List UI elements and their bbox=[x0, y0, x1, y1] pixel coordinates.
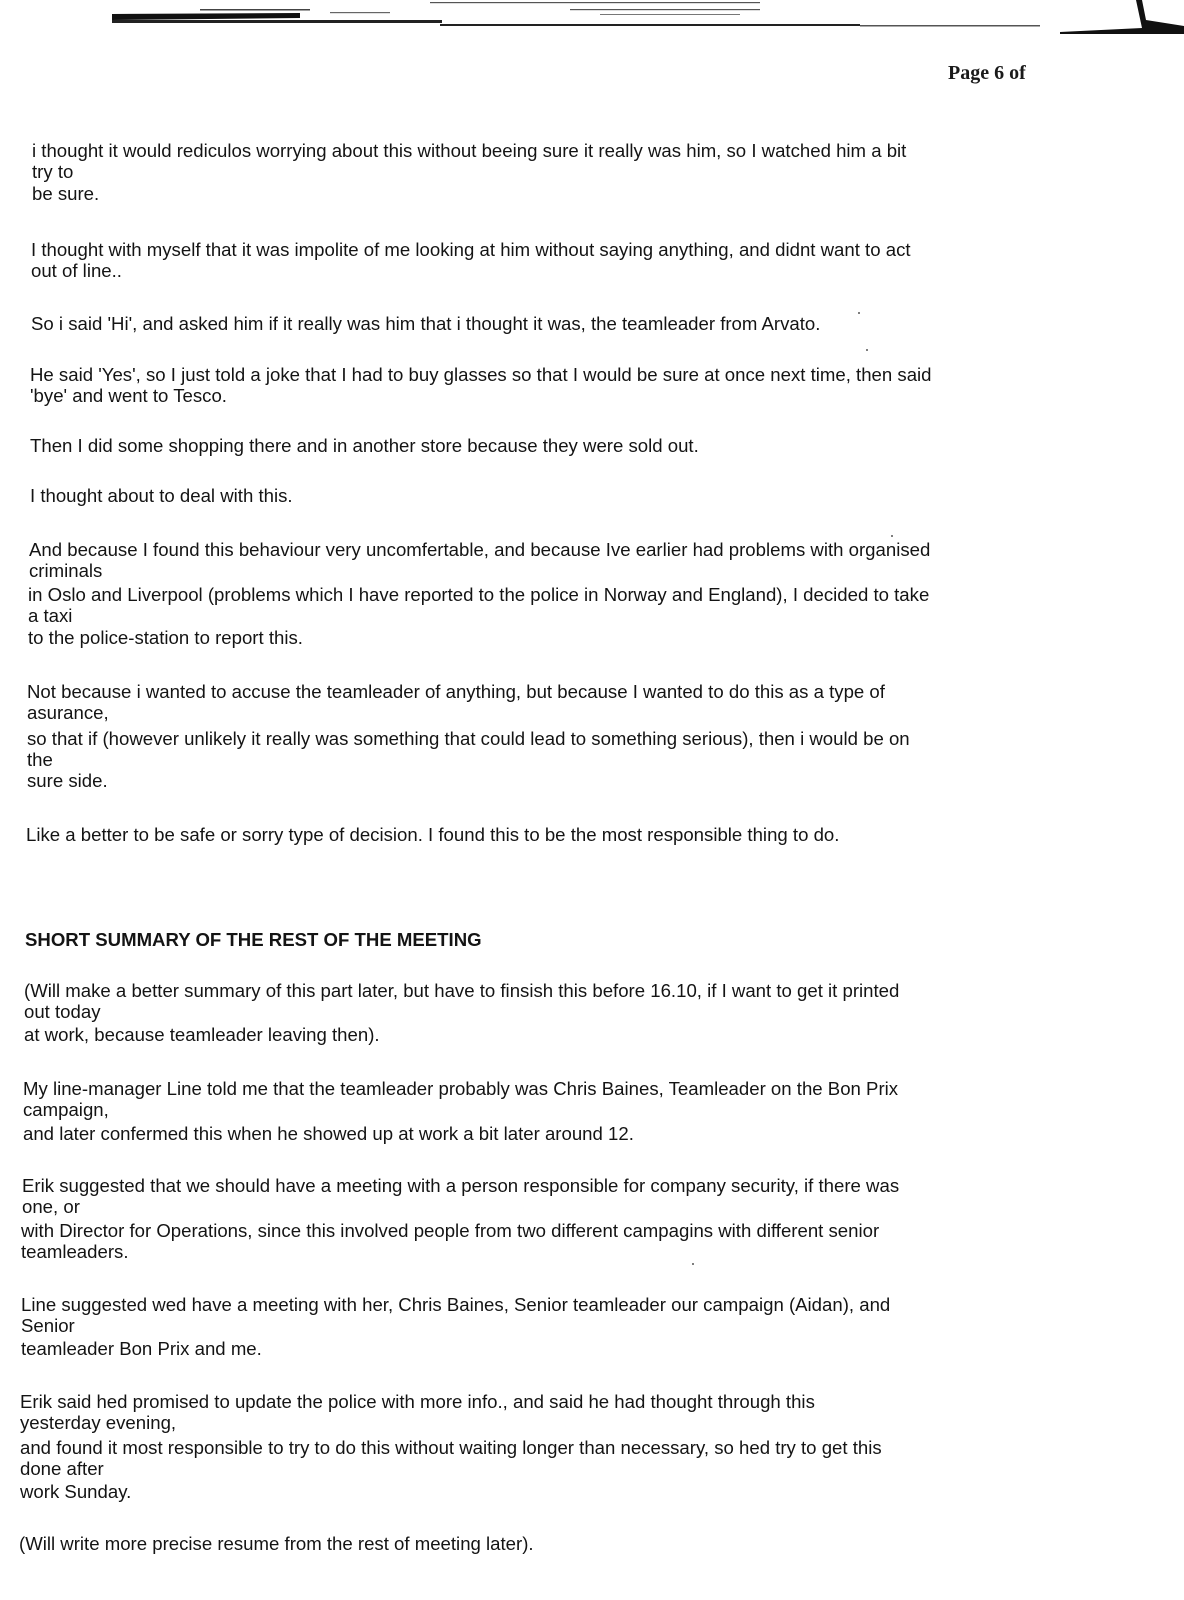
text-line: and later confermed this when he showed up at work a bit later around 12. bbox=[23, 1123, 634, 1144]
text-line: out today bbox=[24, 1001, 101, 1022]
scan-speck bbox=[891, 535, 893, 537]
text-line: teamleaders. bbox=[21, 1241, 129, 1262]
text-line: 'bye' and went to Tesco. bbox=[30, 385, 227, 406]
text-line: a taxi bbox=[28, 605, 73, 626]
text-line: sure side. bbox=[27, 770, 108, 791]
scan-speck bbox=[858, 312, 860, 314]
text-line: My line-manager Line told me that the teamleader probably was Chris Baines, Teamleader on the Bon Prix bbox=[23, 1078, 899, 1099]
text-line: teamleader Bon Prix and me. bbox=[21, 1338, 262, 1359]
text-line: yesterday evening, bbox=[20, 1412, 177, 1433]
text-line: (Will make a better summary of this part later, but have to finsish this before 16.10, if I want to get it printed bbox=[24, 980, 900, 1001]
scan-speck bbox=[692, 1263, 694, 1265]
text-line: (Will write more precise resume from the rest of meeting later). bbox=[19, 1533, 534, 1554]
text-line: i thought it would rediculos worrying about this without beeing sure it really was him, so I watched him a bit bbox=[32, 140, 907, 161]
text-line: Like a better to be safe or sorry type of decision. I found this to be the most responsible thing to do. bbox=[26, 824, 840, 845]
text-line: to the police-station to report this. bbox=[28, 627, 303, 648]
scan-speck bbox=[866, 349, 868, 351]
text-line: one, or bbox=[22, 1196, 80, 1217]
text-line: and found it most responsible to try to do this without waiting longer than necessary, so hed try to get this bbox=[20, 1437, 882, 1458]
text-line: Line suggested wed have a meeting with her, Chris Baines, Senior teamleader our campaign (Aidan), and bbox=[21, 1294, 891, 1315]
text-line: campaign, bbox=[23, 1099, 109, 1120]
text-line: Senior bbox=[21, 1315, 75, 1336]
text-line: be sure. bbox=[32, 183, 100, 204]
text-line: criminals bbox=[29, 560, 103, 581]
section-heading: SHORT SUMMARY OF THE REST OF THE MEETING bbox=[25, 929, 482, 950]
text-line: so that if (however unlikely it really was something that could lead to something serious), then i would be on bbox=[27, 728, 910, 749]
page-number: Page 6 of bbox=[948, 62, 1026, 84]
text-line: out of line.. bbox=[31, 260, 122, 281]
text-line: work Sunday. bbox=[20, 1481, 132, 1502]
text-line: with Director for Operations, since this involved people from two different campagins with different senior bbox=[21, 1220, 880, 1241]
text-line: Erik suggested that we should have a meeting with a person responsible for company security, if there was bbox=[22, 1175, 900, 1196]
text-line: He said 'Yes', so I just told a joke that I had to buy glasses so that I would be sure at once next time, then said bbox=[30, 364, 932, 385]
text-line: Then I did some shopping there and in another store because they were sold out. bbox=[30, 435, 699, 456]
text-line: done after bbox=[20, 1458, 104, 1479]
text-line: I thought with myself that it was impolite of me looking at him without saying anything, and didnt want to act bbox=[31, 239, 911, 260]
text-line: Erik said hed promised to update the police with more info., and said he had thought through this bbox=[20, 1391, 815, 1412]
text-line: try to bbox=[32, 161, 74, 182]
text-line: at work, because teamleader leaving then). bbox=[24, 1024, 380, 1045]
text-line: Not because i wanted to accuse the teamleader of anything, but because I wanted to do this as a type of bbox=[27, 681, 885, 702]
text-line: So i said 'Hi', and asked him if it really was him that i thought it was, the teamleader from Arvato. bbox=[31, 313, 821, 334]
text-line: I thought about to deal with this. bbox=[30, 485, 293, 506]
text-line: And because I found this behaviour very uncomfertable, and because Ive earlier had problems with organised bbox=[29, 539, 931, 560]
text-line: asurance, bbox=[27, 702, 109, 723]
text-line: in Oslo and Liverpool (problems which I have reported to the police in Norway and England), I decided to take bbox=[28, 584, 930, 605]
text-line: the bbox=[27, 749, 53, 770]
